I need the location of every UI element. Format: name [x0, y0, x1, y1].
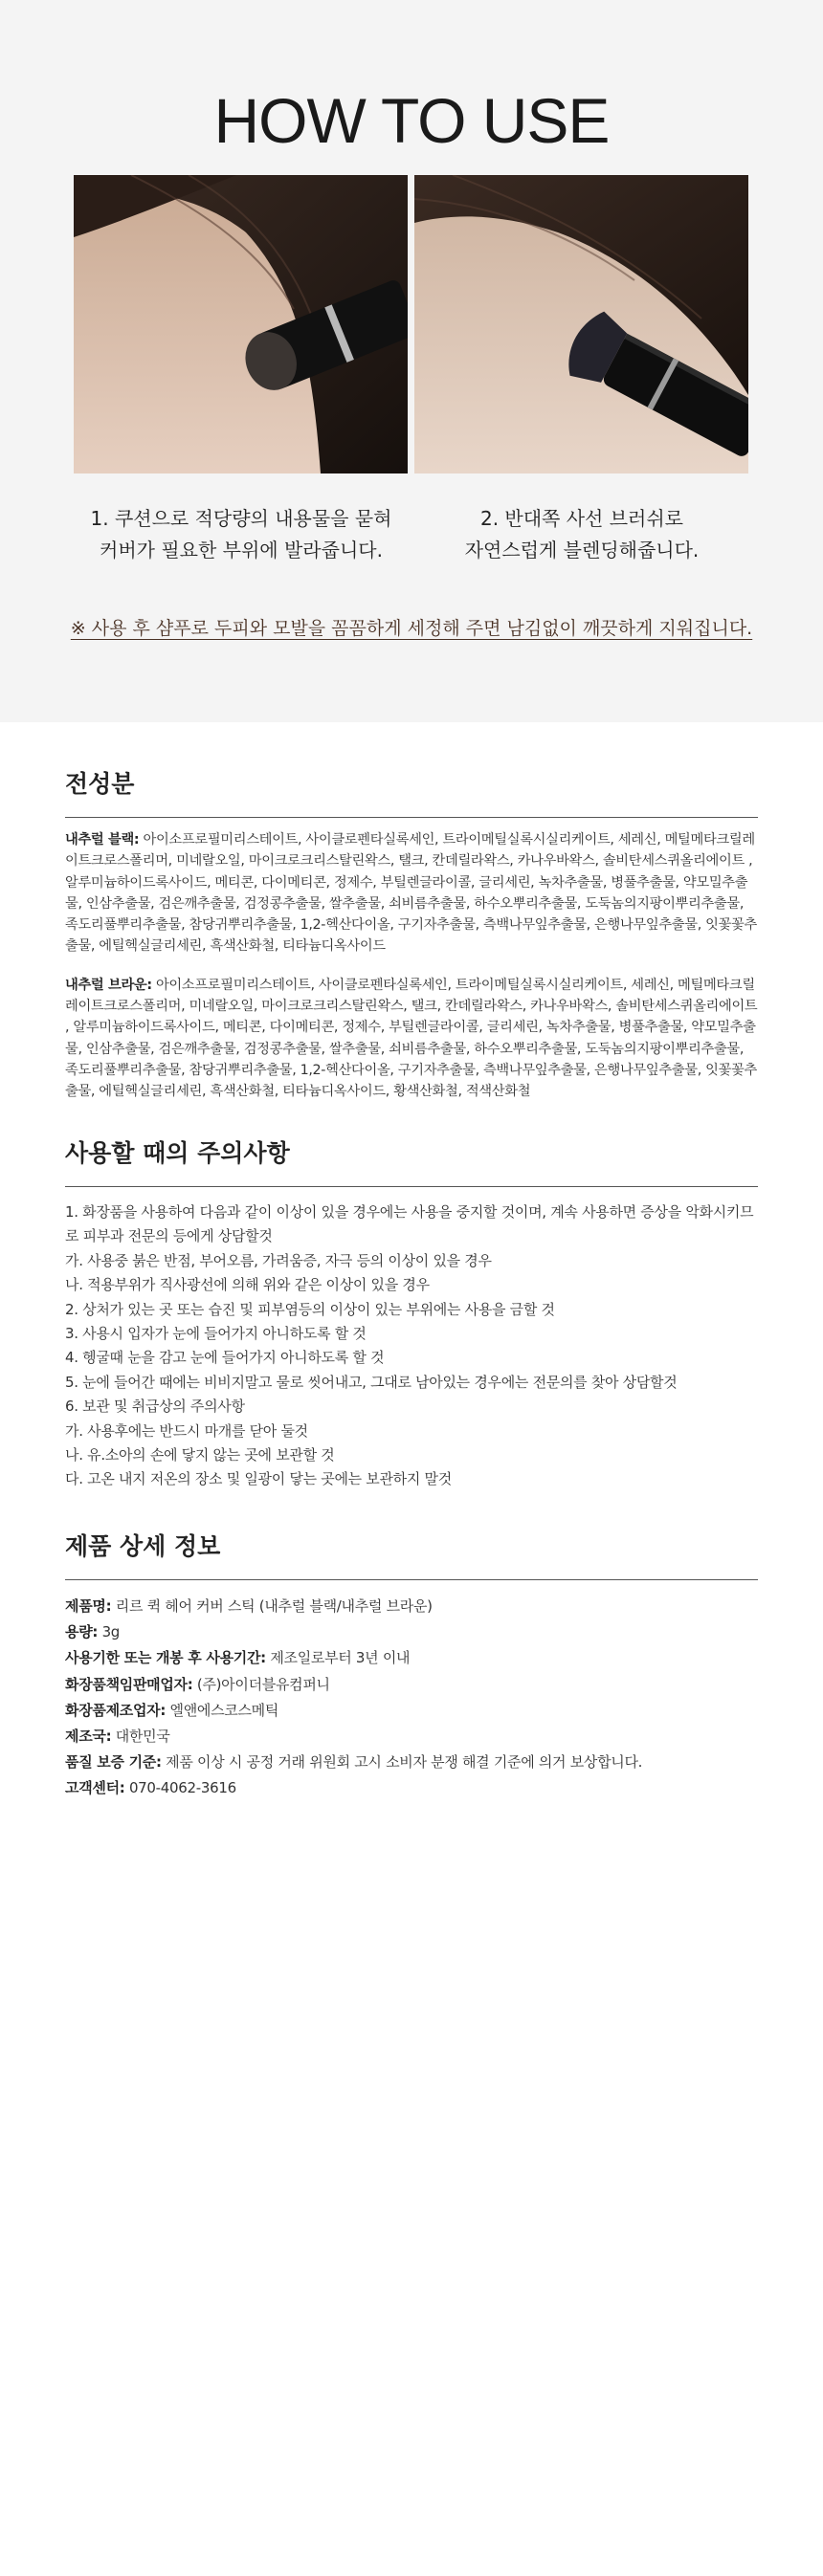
- ingredient-natural-black: [65, 829, 758, 958]
- info-value: 대한민국: [115, 1728, 170, 1746]
- info-value: 070-4062-3616: [128, 1779, 236, 1797]
- info-label: 고객센터:: [65, 1779, 125, 1797]
- ingredients-title: 전성분: [65, 765, 758, 818]
- info-label: 사용기한 또는 개봉 후 사용기간:: [65, 1649, 266, 1667]
- list-item: [65, 1698, 758, 1724]
- list-item: 6. 보관 및 취급상의 주의사항: [65, 1398, 245, 1416]
- product-info-section: [65, 1528, 758, 1802]
- ingredient-natural-brown: [65, 975, 758, 1103]
- cautions-list: [65, 1200, 758, 1492]
- step-2-line-2: 자연스럽게 블렌딩해줍니다.: [464, 539, 700, 561]
- product-info-title: 제품 상세 정보: [65, 1528, 758, 1580]
- info-value: 제조일로부터 3년 이내: [270, 1649, 411, 1667]
- list-item: 다. 고온 내지 저온의 장소 및 일광이 닿는 곳에는 보관하지 말것: [65, 1470, 452, 1488]
- info-value: 3g: [101, 1623, 121, 1641]
- info-label: 제조국:: [65, 1728, 112, 1746]
- list-item: [65, 1619, 758, 1645]
- step-2-photo: [414, 175, 748, 473]
- list-item: 3. 사용시 입자가 눈에 들어가지 아니하도록 할 것: [65, 1325, 367, 1343]
- ingredient-text: 아이소프로필미리스테이트, 사이클로펜타실록세인, 트라이메틸실록시실리케이트, 세레신, 메틸메타크릴레이트크로스폴리머, 미네랄오일, 마이크로크리스탈린왁스, 탤크, 칸데릴라왁스, 카나우바왁스, 솔비탄세스퀴올리에이트 , 알루미늄하이드록사이드, 메티콘, 다이메티콘, 정제수, 부틸렌글라이콜, 글리세린, 녹차추출물, 병풀추출물, 약모밀추출물, 인삼추출물, 검은깨추출물, 검정콩추출물, 쌀추출물, 쇠비름추출물, 하수오뿌리추출물, 도둑놈의지팡이뿌리추출물, 족도리풀뿌리추출물, 참당귀뿌리추출물, 1,2-헥산다이올, 구기자추출물, 측백나무잎추출물, 은행나무잎추출물, 잇꽃꽃추출물, 에틸헥실글리세린, 흑색산화철, 티타늄디옥사이드: [65, 832, 757, 955]
- list-item: [65, 1645, 758, 1671]
- list-item: [65, 1672, 758, 1698]
- product-info-list: [65, 1594, 758, 1802]
- list-item: [65, 1724, 758, 1750]
- ingredient-label: 내추럴 블랙:: [65, 832, 140, 848]
- info-label: 화장품책임판매업자:: [65, 1675, 193, 1693]
- list-item: [65, 1750, 758, 1775]
- list-item: 나. 유.소아의 손에 닿지 않는 곳에 보관할 것: [65, 1446, 335, 1464]
- info-label: 품질 보증 기준:: [65, 1753, 162, 1772]
- cautions-section: [65, 1134, 758, 1492]
- info-label: 제품명:: [65, 1597, 112, 1615]
- usage-notice: ※ 사용 후 샴푸로 두피와 모발을 꼼꼼하게 세정해 주면 남김없이 깨끗하게 지워집니다.: [70, 618, 753, 639]
- step-1-line-1: 1. 쿠션으로 적당량의 내용물을 묻혀: [90, 507, 392, 530]
- info-value: 제품 이상 시 공정 거래 위원회 고시 소비자 분쟁 해결 기준에 의거 보상합니다.: [166, 1753, 643, 1772]
- step-1-text: [59, 503, 423, 566]
- list-item: 가. 사용후에는 반드시 마개를 닫아 둘것: [65, 1421, 308, 1440]
- list-item: 나. 적용부위가 직사광선에 의해 위와 같은 이상이 있을 경우: [65, 1276, 430, 1294]
- info-value: 엘앤에스코스메틱: [169, 1701, 279, 1719]
- info-label: 화장품제조업자:: [65, 1701, 167, 1719]
- step-2-text: [400, 503, 764, 566]
- list-item: 4. 헹굴때 눈을 감고 눈에 들어가지 아니하도록 할 것: [65, 1349, 385, 1367]
- how-to-use-title: HOW TO USE: [213, 85, 610, 156]
- step-2-line-1: 2. 반대쪽 사선 브러쉬로: [479, 507, 684, 530]
- list-item: 2. 상처가 있는 곳 또는 습진 및 피부염등의 이상이 있는 부위에는 사용을 금할 것: [65, 1300, 555, 1318]
- how-to-use-section: [0, 0, 823, 722]
- list-item: [65, 1775, 758, 1801]
- ingredients-section: [65, 765, 758, 1103]
- ingredient-label: 내추럴 브라운:: [65, 977, 152, 993]
- list-item: [65, 1594, 758, 1619]
- ingredient-text: 아이소프로필미리스테이트, 사이클로펜타실록세인, 트라이메틸실록시실리케이트, 세레신, 메틸메타크릴레이트크로스폴리머, 미네랄오일, 마이크로크리스탈린왁스, 탤크, 칸데릴라왁스, 카나우바왁스, 솔비탄세스퀴올리에이트 , 알루미늄하이드록사이드, 메티콘, 다이메티콘, 정제수, 부틸렌글라이콜, 글리세린, 녹차추출물, 병풀추출물, 약모밀추출물, 인삼추출물, 검은깨추출물, 검정콩추출물, 쌀추출물, 쇠비름추출물, 하수오뿌리추출물, 도둑놈의지팡이뿌리추출물, 족도리풀뿌리추출물, 참당귀뿌리추출물, 1,2-헥산다이올, 구기자추출물, 측백나무잎추출물, 은행나무잎추출물, 잇꽃꽃추출물, 에틸헥실글리세린, 흑색산화철, 티타늄디옥사이드, 황색산화철, 적색산화철: [65, 977, 758, 1100]
- info-label: 용량:: [65, 1623, 99, 1641]
- info-value: (주)아이더블유컴퍼니: [196, 1675, 330, 1693]
- list-item: 가. 사용중 붉은 반점, 부어오름, 가려움증, 자극 등의 이상이 있을 경우: [65, 1251, 492, 1269]
- step-1-photo: [74, 175, 408, 473]
- step-1-line-2: 커버가 필요한 부위에 발라줍니다.: [100, 539, 383, 561]
- cautions-title: 사용할 때의 주의사항: [65, 1134, 758, 1187]
- list-item: 5. 눈에 들어간 때에는 비비지말고 물로 씻어내고, 그대로 남아있는 경우에는 전문의를 찾아 상담할것: [65, 1373, 678, 1391]
- list-item: 1. 화장품을 사용하여 다음과 같이 이상이 있을 경우에는 사용을 중지할 것이며, 계속 사용하면 증상을 악화시키므로 피부과 전문의 등에게 상담할것: [65, 1203, 754, 1245]
- info-value: 리르 퀵 헤어 커버 스틱 (내추럴 블랙/내추럴 브라운): [115, 1597, 433, 1615]
